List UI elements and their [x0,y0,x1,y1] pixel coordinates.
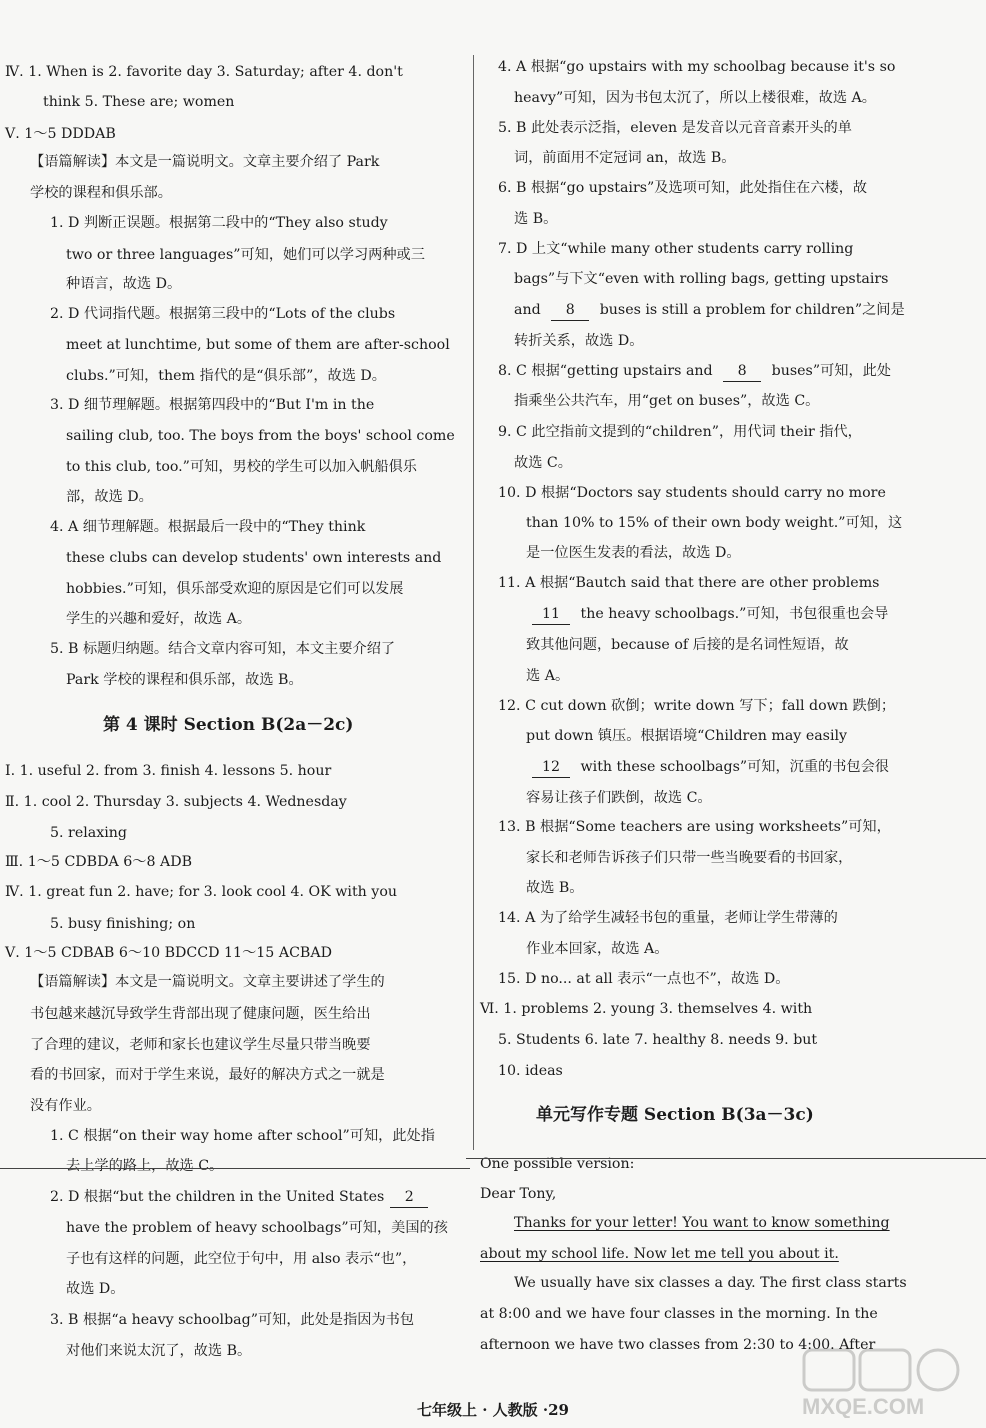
line-text: heavy”可知，因为书包太沉了，所以上楼很难，故选 A。 [514,90,876,106]
watermark-logo [798,1346,968,1418]
line-text: 种语言，故选 D。 [66,276,182,292]
left-line [66,245,425,265]
line-text: We usually have six classes a day. The first class starts [514,1275,907,1291]
line-text: 【语篇解读】本文是一篇说明文。文章主要介绍了 Park [30,154,380,170]
line-text: 去上学的路上，故选 C。 [66,1158,224,1174]
line-text: 3. B 根据“a heavy schoolbag”可知，此处是指因为书包 [50,1312,415,1328]
line-text: 10. D 根据“Doctors say students should carry no more [498,485,886,501]
line-text: 词，前面用不定冠词 an，故选 B。 [514,150,736,166]
left-line [66,1249,416,1269]
line-text: 选 A。 [526,668,570,684]
line-text: hobbies.”可知，俱乐部受欢迎的原因是它们可以发展 [66,581,404,597]
left-line [30,152,379,172]
line-text: 故选 C。 [514,455,572,471]
line-text: 指乘坐公共汽车，用“get on buses”，故选 C。 [514,393,820,409]
left-line [66,487,153,507]
line-text: think 5. These are; women [43,94,235,110]
line-text: 致其他问题，because of 后接的是名词性短语，故 [526,637,849,653]
line-text: bags”与下文“even with rolling bags, getting upstairs [514,271,889,287]
line-text: 14. A 为了给学生减轻书包的重量，老师让学生带薄的 [498,910,838,926]
left-line [5,761,331,781]
right-line [514,453,572,473]
line-text: than 10% to 15% of their own body weight.”可知，这 [526,515,903,531]
right-line [514,88,876,108]
right-line [514,209,557,229]
line-text: 作业本回家，故选 A。 [526,941,669,957]
line-text: meet at lunchtime, but some of them are after-school [66,337,450,353]
line-text: Park 学校的课程和俱乐部，故选 B。 [66,672,303,688]
right-line [498,1030,817,1050]
left-line [50,213,388,233]
line-text-after: buses”可知，此处 [767,363,892,379]
left-line [50,823,127,843]
line-text: 没有作业。 [30,1098,101,1114]
right-line [526,543,741,563]
line-text: 学生的兴趣和爱好，故选 A。 [66,611,252,627]
right-line [526,666,569,686]
line-text: 6. B 根据“go upstairs”及选项可知，此处指住在六楼，故 [498,180,868,196]
right-section-heading: 单元写作专题 Section B(3a－3c) [536,1105,814,1125]
line-text: 12. C cut down 砍倒；write down 写下；fall down 跌倒； [498,698,896,714]
line-text: 4. A 细节理解题。根据最后一段中的“They think [50,519,366,535]
right-line [498,969,789,989]
line-text: Ⅳ. 1. great fun 2. have; for 3. look cool 4. OK with you [5,884,397,900]
line-text-after: the heavy schoolbags.”可知，书包很重也会导 [576,606,889,622]
left-line [50,1310,414,1330]
left-line [66,335,450,355]
line-text: 1. C 根据“on their way home after school”可知，此处指 [50,1128,435,1144]
left-line [66,366,386,386]
line-text: 了合理的建议，老师和家长也建议学生尽量只带当晚要 [30,1037,371,1053]
line-text: Ⅳ. 1. When is 2. favorite day 3. Saturday; after 4. don't [5,64,403,80]
left-line [66,274,181,294]
right-line [480,1244,839,1264]
right-line [480,1154,634,1174]
right-line [498,361,891,382]
line-text: 书包越来越沉导致学生背部出现了健康问题，医生给出 [30,1006,371,1022]
line-text: 【语篇解读】本文是一篇说明文。文章主要讲述了学生的 [30,974,385,990]
left-line [5,792,347,812]
right-line [498,908,838,928]
line-text: 转折关系，故选 D。 [514,333,644,349]
svg-text:MXQE.COM: MXQE.COM [802,1394,925,1418]
line-text: Ⅲ. 1～5 CDBDA 6～8 ADB [5,854,193,870]
right-line [480,999,812,1019]
line-text: 部，故选 D。 [66,489,153,505]
line-text: clubs.”可知，them 指代的是“俱乐部”，故选 D。 [66,368,386,384]
right-line [514,391,819,411]
line-text: Ⅴ. 1～5 DDDAB [5,126,116,142]
right-line [526,726,847,746]
answer-blank: 11 [532,604,570,625]
page-footer: 七年级上 · 人教版 ·29 [417,1401,569,1419]
line-text: two or three languages”可知，她们可以学习两种或三 [66,247,425,263]
left-section-heading: 第 4 课时 Section B(2a－2c) [103,715,354,735]
line-text: 5. busy finishing; on [50,916,196,932]
line-text: 3. D 细节理解题。根据第四段中的“But I'm in the [50,397,375,413]
right-line [514,148,735,168]
right-line [514,300,905,321]
line-text-after: buses is still a problem for children”之间是 [595,302,905,318]
right-line [498,1061,563,1081]
left-line [50,304,395,324]
line-text: have the problem of heavy schoolbags”可知，美国的孩 [66,1220,448,1236]
left-line [66,457,417,477]
right-line [514,269,888,289]
left-line [5,852,192,872]
right-line [480,1304,878,1324]
left-line [66,1341,251,1361]
left-line [50,639,395,659]
line-text: sailing club, too. The boys from the boys' school come [66,428,455,444]
line-text: 5. relaxing [50,825,127,841]
right-line [526,878,584,898]
right-line [498,422,862,442]
left-line [5,943,332,963]
line-text: 选 B。 [514,211,558,227]
line-text: Thanks for your letter! You want to know something [514,1215,890,1231]
right-line [526,513,902,533]
right-line [526,604,888,625]
line-text: 5. B 此处表示泛指，eleven 是发音以元音音素开头的单 [498,120,852,136]
left-line [66,548,441,568]
line-text: 5. B 标题归纳题。结合文章内容可知，本文主要介绍了 [50,641,396,657]
left-line [50,1126,435,1146]
left-line [66,609,251,629]
line-text: 看的书回家，而对于学生来说，最好的解决方式之一就是 [30,1067,385,1083]
line-text: 15. D no... at all 表示“一点也不”，故选 D。 [498,971,790,987]
right-line [498,239,853,259]
line-text: 2. D 根据“but the children in the United States [50,1189,385,1205]
line-text: Ⅰ. 1. useful 2. from 3. finish 4. lessons 5. hour [5,763,332,779]
right-line [526,939,668,959]
line-text: at 8:00 and we have four classes in the morning. In the [480,1306,878,1322]
left-line [66,1156,223,1176]
left-line [30,183,172,203]
right-line [526,788,712,808]
section-rule [0,1168,470,1169]
line-text: 8. C 根据“getting upstairs and [498,363,718,379]
line-text: Ⅴ. 1～5 CDBAB 6～10 BDCCD 11～15 ACBAD [5,945,332,961]
line-text: 1. D 判断正误题。根据第二段中的“They also study [50,215,388,231]
line-text: 7. D 上文“while many other students carry rolling [498,241,854,257]
left-line [66,1218,448,1238]
left-line [50,1187,434,1208]
left-line [30,1004,371,1024]
line-text: 子也有这样的问题，此空位于句中，用 also 表示“也”， [66,1251,417,1267]
line-text: 故选 B。 [526,880,584,896]
left-line [30,972,385,992]
line-text: 9. C 此空指前文提到的“children”，用代词 their 指代， [498,424,862,440]
left-line [66,670,303,690]
left-line [50,517,365,537]
line-text: and [514,302,546,318]
right-line [498,57,895,77]
line-text: 4. A 根据“go upstairs with my schoolbag because it's so [498,59,896,75]
left-line [66,579,403,599]
line-text: afternoon we have two classes from 2:30 to 4:00. After [480,1337,876,1353]
line-text: 10. ideas [498,1063,563,1079]
column-divider [473,55,474,1150]
left-line [5,62,403,82]
right-line [526,848,852,868]
right-line [514,1273,907,1293]
line-text: these clubs can develop students' own interests and [66,550,442,566]
line-text: Dear Tony, [480,1186,557,1202]
line-text: Ⅱ. 1. cool 2. Thursday 3. subjects 4. Wednesday [5,794,347,810]
left-line [30,1035,371,1055]
right-line [498,118,852,138]
left-line [5,882,397,902]
line-text: 5. Students 6. late 7. healthy 8. needs 9. but [498,1032,818,1048]
line-text: 对他们来说太沉了，故选 B。 [66,1343,252,1359]
line-text: 2. D 代词指代题。根据第三段中的“Lots of the clubs [50,306,396,322]
line-text: 容易让孩子们跌倒，故选 C。 [526,790,712,806]
section-rule-right [466,1158,986,1159]
answer-blank: 12 [532,757,570,778]
line-text: Ⅵ. 1. problems 2. young 3. themselves 4. with [480,1001,813,1017]
right-line [480,1184,556,1204]
line-text: 13. B 根据“Some teachers are using worksheets”可知， [498,819,891,835]
left-line [50,395,374,415]
line-text: One possible version: [480,1156,635,1172]
left-line [66,426,455,446]
right-line [526,757,889,778]
right-line [498,817,891,837]
answer-blank: 8 [551,300,589,321]
right-line [526,635,849,655]
line-text: 11. A 根据“Bautch said that there are other problems [498,575,880,591]
left-line [66,1279,124,1299]
line-text: put down 镇压。根据语境“Children may easily [526,728,848,744]
line-text: 家长和老师告诉孩子们只带一些当晚要看的书回家， [526,850,853,866]
line-text: to this club, too.”可知，男校的学生可以加入帆船俱乐 [66,459,417,475]
right-line [514,331,643,351]
right-line [498,178,867,198]
line-text: 故选 D。 [66,1281,125,1297]
line-text: about my school life. Now let me tell you about it. [480,1246,839,1262]
left-line [30,1096,101,1116]
left-line [5,124,116,144]
left-line [50,914,195,934]
line-text: 是一位医生发表的看法，故选 D。 [526,545,741,561]
right-line [498,696,895,716]
line-text-after: with these schoolbags”可知，沉重的书包会很 [576,759,889,775]
left-line [30,1065,385,1085]
answer-blank: 8 [723,361,761,382]
right-line [498,573,879,593]
right-line [498,483,886,503]
right-line [514,1213,890,1233]
line-text: 学校的课程和俱乐部。 [30,185,172,201]
answer-blank: 2 [390,1187,428,1208]
left-line [43,92,234,112]
